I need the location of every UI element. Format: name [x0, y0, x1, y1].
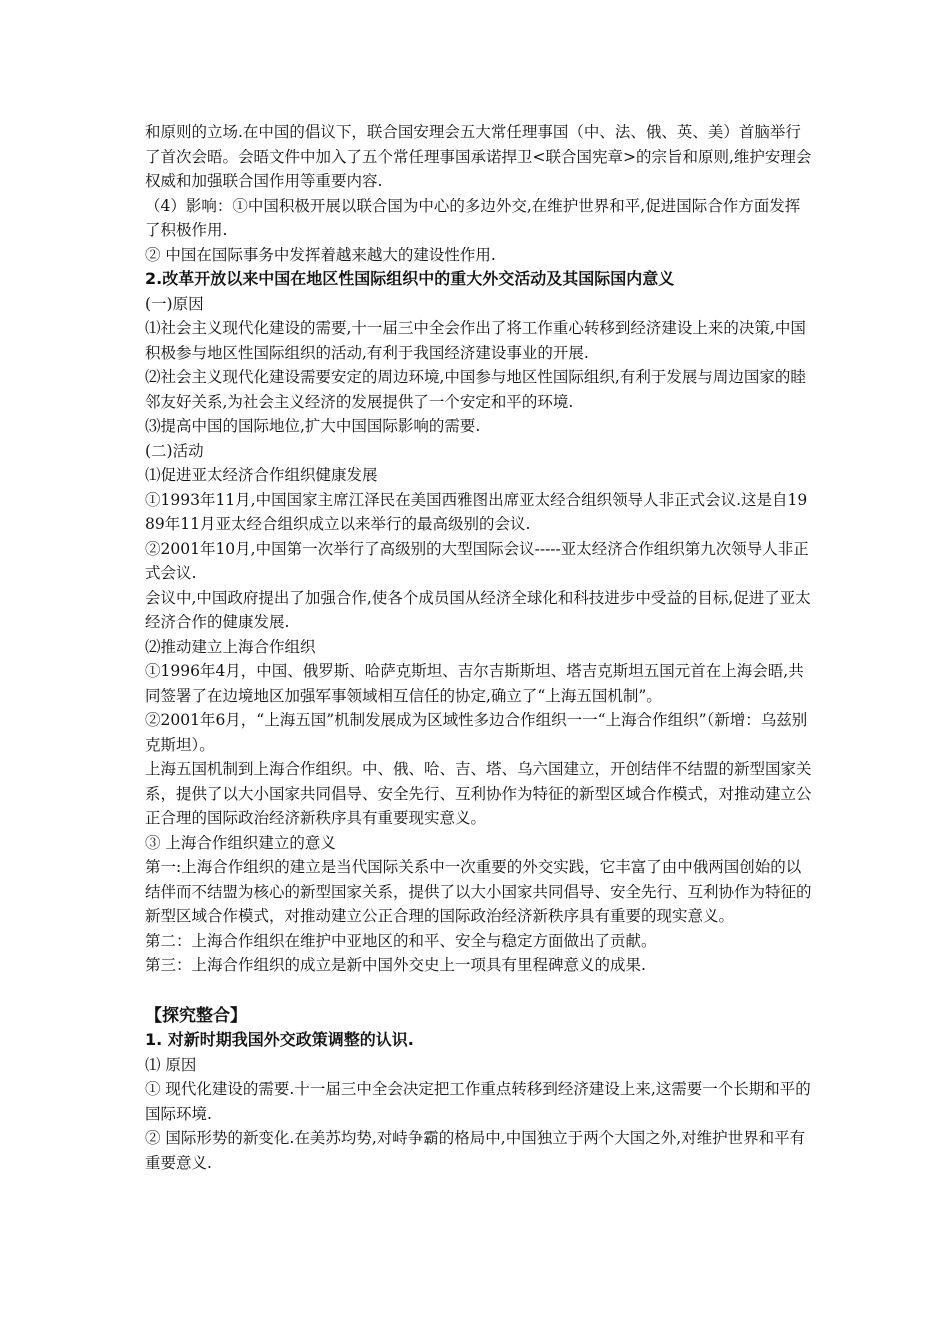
paragraph: 第二：上海合作组织在维护中亚地区的和平、安全与稳定方面做出了贡献。: [145, 931, 657, 950]
paragraph: 第一:上海合作组织的建立是当代国际关系中一次重要的外交实践，它丰富了由中俄两国创始的以结伴而不结盟为核心的新型国家关系，提供了以大小国家共同倡导、安全先行、互利协作为特征的新型区域合作模式，对推动建立公正合理的国际政治经济新秩序具有重要的现实意义。: [145, 858, 812, 925]
subheading: 2.改革开放以来中国在地区性国际组织中的重大外交活动及其国际国内意义: [145, 269, 675, 288]
paragraph: ⑵社会主义现代化建设需要安定的周边环境,中国参与地区性国际组织,有利于发展与周边国家的睦邻友好关系,为社会主义经济的发展提供了一个安定和平的环境.: [145, 368, 806, 411]
paragraph: ⑴社会主义现代化建设的需要,十一届三中全会作出了将工作重心转移到经济建设上来的决策,中国积极参与地区性国际组织的活动,有利于我国经济建设事业的开展.: [145, 319, 806, 362]
section-heading: 1. 对新时期我国外交政策调整的认识.: [145, 1030, 414, 1049]
paragraph: ②2001年6月，“上海五国”机制发展成为区域性多边合作组织一一“上海合作组织”（新增：乌兹别克斯坦）。: [145, 711, 808, 754]
paragraph: ⑴促进亚太经济合作组织健康发展: [145, 466, 378, 484]
paragraph: (二)活动: [145, 441, 204, 460]
paragraph: ③ 上海合作组织建立的意义: [145, 833, 336, 852]
paragraph: ⑶提高中国的国际地位,扩大中国国际影响的需要.: [145, 417, 481, 435]
paragraph: 会议中,中国政府提出了加强合作,使各个成员国从经济全球化和科技进步中受益的目标,促进了亚太经济合作的健康发展.: [145, 588, 811, 631]
paragraph: ② 中国在国际事务中发挥着越来越大的建设性作用.: [145, 245, 496, 264]
paragraph: ①1993年11月,中国国家主席江泽民在美国西雅图出席亚太经合组织领导人非正式会议.这是自1989年11月亚太经合组织成立以来举行的最高级别的会议.: [145, 490, 808, 533]
document-page: [145, 120, 815, 1175]
paragraph: 和原则的立场.在中国的倡议下，联合国安理会五大常任理事国（中、法、俄、英、美）首脑举行了首次会晤。会晤文件中加入了五个常任理事国承诺捍卫<联合国宪章>的宗旨和原则,维护安理会权威和加强联合国作用等重要内容.: [145, 123, 812, 190]
paragraph: （4）影响：①中国积极开展以联合国为中心的多边外交,在维护世界和平,促进国际合作方面发挥了积极作用.: [145, 196, 801, 239]
paragraph: ⑵推动建立上海合作组织: [145, 637, 316, 656]
paragraph: 第三：上海合作组织的成立是新中国外交史上一项具有里程碑意义的成果.: [145, 956, 646, 974]
paragraph: 上海五国机制到上海合作组织。中、俄、哈、吉、塔、乌六国建立，开创结伴不结盟的新型国家关系，提供了以大小国家共同倡导、安全先行、互利协作为特征的新型区域合作模式，对推动建立公正合理的国际政治经济新秩序具有重要现实意义。: [145, 760, 812, 827]
paragraph: ① 现代化建设的需要.十一届三中全会决定把工作重点转移到经济建设上来,这需要一个长期和平的国际环境.: [145, 1080, 811, 1123]
paragraph: ② 国际形势的新变化.在美苏均势,对峙争霸的格局中,中国独立于两个大国之外,对维护世界和平有重要意义.: [145, 1129, 806, 1172]
paragraph: ⑴ 原因: [145, 1055, 197, 1074]
section-title: 【探究整合】: [145, 1005, 247, 1026]
paragraph: ②2001年10月,中国第一次举行了高级别的大型国际会议-----亚太经济合作组织第九次领导人非正式会议.: [145, 539, 809, 582]
paragraph: ①1996年4月，中国、俄罗斯、哈萨克斯坦、吉尔吉斯斯坦、塔吉克斯坦五国元首在上海会晤,共同签署了在边境地区加强军事领域相互信任的协定,确立了“上海五国机制”。: [145, 662, 804, 705]
paragraph: (一)原因: [145, 294, 204, 313]
